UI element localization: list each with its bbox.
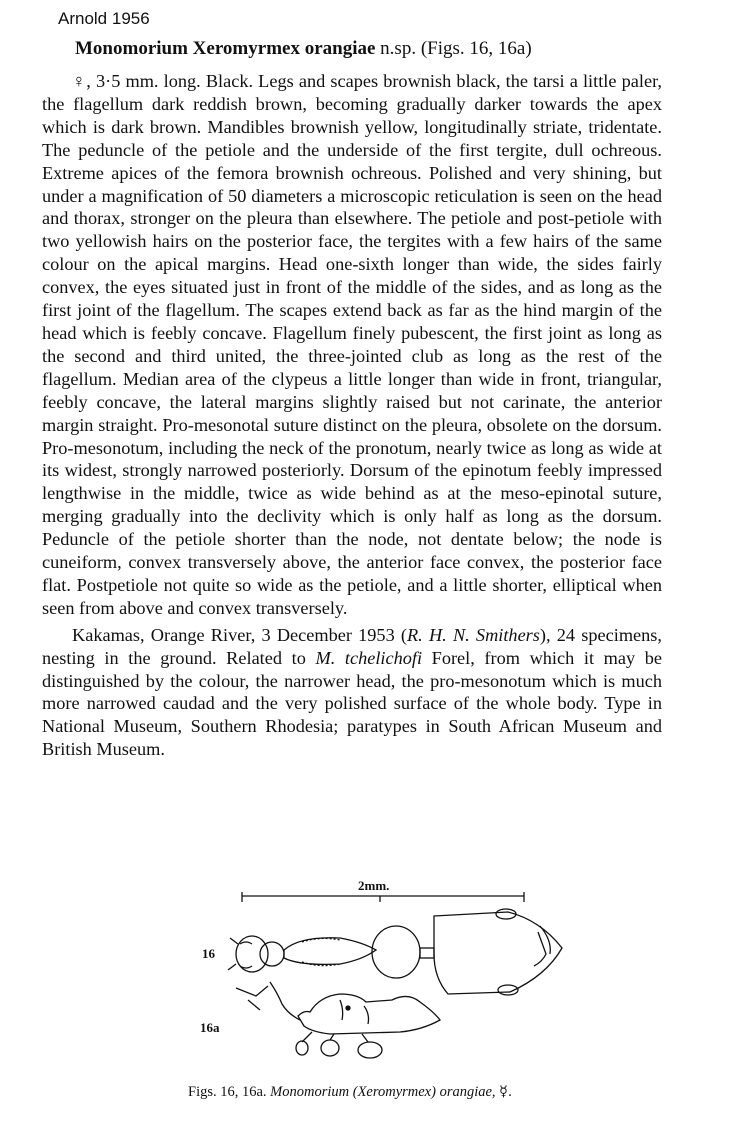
figure-caption bbox=[188, 1084, 608, 1101]
figure-label-16: 16 bbox=[202, 946, 215, 961]
caption-species: Monomorium (Xeromyrmex) orangiae bbox=[270, 1084, 492, 1100]
description-body bbox=[42, 70, 662, 761]
ant-dorsal-view bbox=[228, 909, 562, 995]
locality-text-2: ), 24 specimens, nesting in the ground. Related to bbox=[42, 624, 662, 668]
related-species: M. tchelichofi bbox=[315, 647, 423, 668]
caption-prefix: Figs. 16, 16a. bbox=[188, 1084, 271, 1100]
description-paragraph bbox=[42, 70, 662, 620]
locality-paragraph bbox=[42, 624, 662, 761]
scale-label: 2mm. bbox=[358, 878, 390, 893]
ant-drawing bbox=[190, 870, 590, 1070]
title-suffix: n.sp. (Figs. 16, 16a) bbox=[375, 38, 532, 59]
description-text: Legs and scapes brownish black, the tarsi a little paler, the flagellum dark reddish brown, becoming gradually darker towards the apex which is dark brown. Mandibles brownish yellow, longitudinally striate, tridentate. The peduncle of the petiole and the underside of the first tergite, dull ochreous. Extreme apices of the femora brownish ochreous. Polished and very shining, but under a magnification of 50 diameters a microscopic reticulation is seen on the head and thorax, stronger on the pleura than elsewhere. The petiole and post-petiole with two yellowish hairs on the posterior face, the tergites with a few hairs of the same colour on the apical margins. Head one-sixth longer than wide, the sides fairly convex, the eyes situated just in front of the middle of the sides, and as long as the first joint of the flagellum. The scapes extend back as far as the hind margin of the head which is feebly concave. Flagellum finely pubescent, the first joint as long as the second and third united, the three-jointed club as long as the rest of the flagellum. Median area of the clypeus a little longer than wide in front, triangular, feebly concave, the lateral margins slightly raised but not carinate, the anterior margin straight. Pro-mesonotal suture distinct on the pleura, obsolete on the dorsum. Pro-mesonotum, including the neck of the pronotum, nearly twice as long as wide at its widest, strongly narrowed posteriorly. Dorsum of the epinotum feebly impressed lengthwise in the middle, twice as wide behind as at the meso-epinotal suture, merging gradually into the declivity which is only half as long as the dorsum. Peduncle of the petiole shorter than the node, not dentate below; the node is cuneiform, convex transversely above, the anterior face convex, the posterior face flat. Postpetiole not quite so wide as the petiole, and a little shorter, elliptical when seen from above and convex transversely. bbox=[42, 71, 662, 618]
ant-figure bbox=[190, 870, 590, 1070]
species-name: Monomorium Xeromyrmex orangiae bbox=[75, 38, 376, 59]
locality-text-3: Forel, from which it may be distinguished by the colour, the narrower head, the pro-mesonotum which is much more narrowed caudad and the very polished surface of the whole body. Type in National Museum, Southern Rhodesia; paratypes in South African Museum and British Museum. bbox=[42, 647, 662, 760]
species-title bbox=[75, 38, 695, 60]
caption-suffix: , ☿. bbox=[491, 1084, 512, 1100]
locality-text: Kakamas, Orange River, 3 December 1953 ( bbox=[72, 624, 408, 645]
ant-lateral-view bbox=[236, 982, 440, 1058]
collector-name: R. H. N. Smithers bbox=[407, 624, 540, 645]
source-tag: Arnold 1956 bbox=[58, 9, 150, 28]
figure-label-16a: 16a bbox=[200, 1020, 220, 1035]
description-lead: ♀, 3·5 mm. long. Black. bbox=[72, 71, 254, 91]
